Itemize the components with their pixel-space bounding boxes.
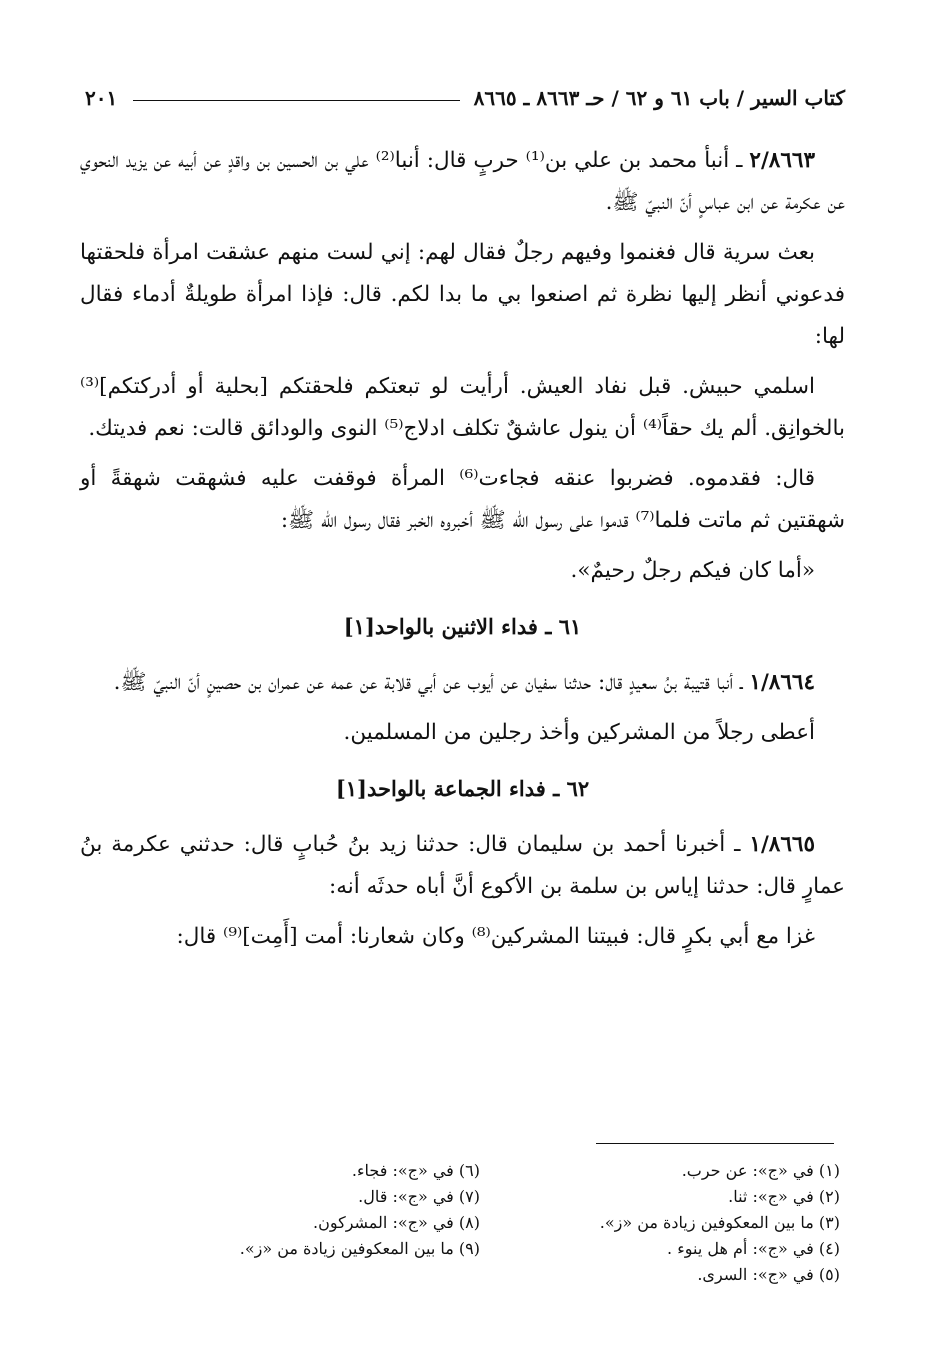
footnotes-right-column [540, 1158, 840, 1288]
footnote-8: (٨) في «ج»: المشركون. [312, 1213, 480, 1232]
hadith-number: ١/٨٦٦٥ [749, 832, 815, 857]
footnote-1: (١) في «ج»: عن حرب. [681, 1161, 840, 1180]
footnote-7: (٧) في «ج»: قال. [358, 1187, 480, 1206]
hadith-number: ٢/٨٦٦٣ [749, 148, 815, 173]
hadith-8663-isnad [80, 140, 845, 224]
footnotes-left-column [180, 1158, 480, 1288]
footnotes [180, 1158, 840, 1288]
hadith-8664-isnad [80, 662, 845, 704]
footnote-2: (٢) في «ج»: ثنا. [728, 1187, 840, 1206]
footnote-9: (٩) ما بين المعكوفين زيادة من «ز». [239, 1239, 480, 1258]
footnote-3: (٣) ما بين المعكوفين زيادة من «ز». [599, 1213, 840, 1232]
chapter-heading-62: ٦٢ ـ فداء الجماعة بالواحد[١] [335, 776, 590, 801]
hadith-8663-continuation: قال: فقدموه. فضربوا عنقه فجاءت⁽⁶⁾ المرأة فوقفت عليه فشهقت شهقةً أو شهقتين ثم ماتت فلما⁽⁷⁾ قدموا على رسول الله ﷺ أخبروه الخبر فقال رسول الله ﷺ: [80, 466, 845, 533]
poem-lines: اسلمي حبيش. قبل نفاد العيش. أرأيت لو تبعتكم فلحقتكم [بحلية أو أدركتكم]⁽³⁾ بالخوانِق. ألم يك حقاً⁽⁴⁾ أن ينول عاشقٌ تكلف ادلاج⁽⁵⁾ النوى والودائق قالت: نعم فديتك. [80, 374, 845, 441]
header-rule [133, 100, 460, 101]
hadith-8665-isnad [80, 824, 845, 908]
prophet-saying: «أما كان فيكم رجلٌ رحيمٌ». [570, 558, 815, 583]
hadith-8664-matn: أعطى رجلاً من المشركين وأخذ رجلين من المسلمين. [343, 720, 815, 745]
hadith-8665-matn: غزا مع أبي بكرٍ قال: فبيتنا المشركين⁽⁸⁾ وكان شعارنا: أمت [أَمِت]⁽⁹⁾ قال: [176, 924, 815, 949]
footnote-4: (٤) في «ج»: أم هل ينوء . [667, 1239, 840, 1258]
main-text [80, 140, 845, 966]
running-header [85, 86, 845, 116]
chapter-heading-61: ٦١ ـ فداء الاثنين بالواحد[١] [343, 614, 582, 639]
hadith-text: ـ أخبرنا أحمد بن سليمان قال: حدثنا زيد بنُ حُبابٍ قال: حدثني عكرمة بنُ عمارٍ قال: حدثنا إياس بن سلمة بن الأكوع أنَّ أباه حدثَه أنه: [80, 832, 845, 899]
hadith-text: ـ أنبأ محمد بن علي بن⁽¹⁾ حربٍ قال: أنبا⁽²⁾ علي بن الحسين بن واقدٍ عن أبيه عن يزيد النحوي عن عكرمة عن ابن عباسٍ أنّ النبيّ ﷺ. [80, 148, 845, 215]
page-number: ٢٠١ [85, 86, 118, 110]
footnote-5: (٥) في «ج»: السرى. [697, 1265, 840, 1284]
hadith-text: ـ أنبا قتيبة بنُ سعيدٍ قال: حدثنا سفيان عن أيوب عن أبي قلابة عن عمه عن عمران بن حصينٍ أنّ النبيّ ﷺ. [113, 670, 750, 695]
hadith-number: ١/٨٦٦٤ [749, 670, 815, 695]
running-title: كتاب السير / باب ٦١ و ٦٢ / حـ ٨٦٦٣ ـ ٨٦٦٥ [473, 86, 845, 110]
footnote-6: (٦) في «ج»: فجاء. [351, 1161, 480, 1180]
hadith-8663-matn: بعث سرية قال فغنموا وفيهم رجلٌ فقال لهم: إني لست منهم عشقت امرأة فلحقتها فدعوني أنظر إليها نظرة ثم اصنعوا بي ما بدا لكم. قال: فإذا امرأة طويلةٌ أدماء فقال لها: [80, 240, 845, 349]
footnote-separator [596, 1143, 834, 1144]
